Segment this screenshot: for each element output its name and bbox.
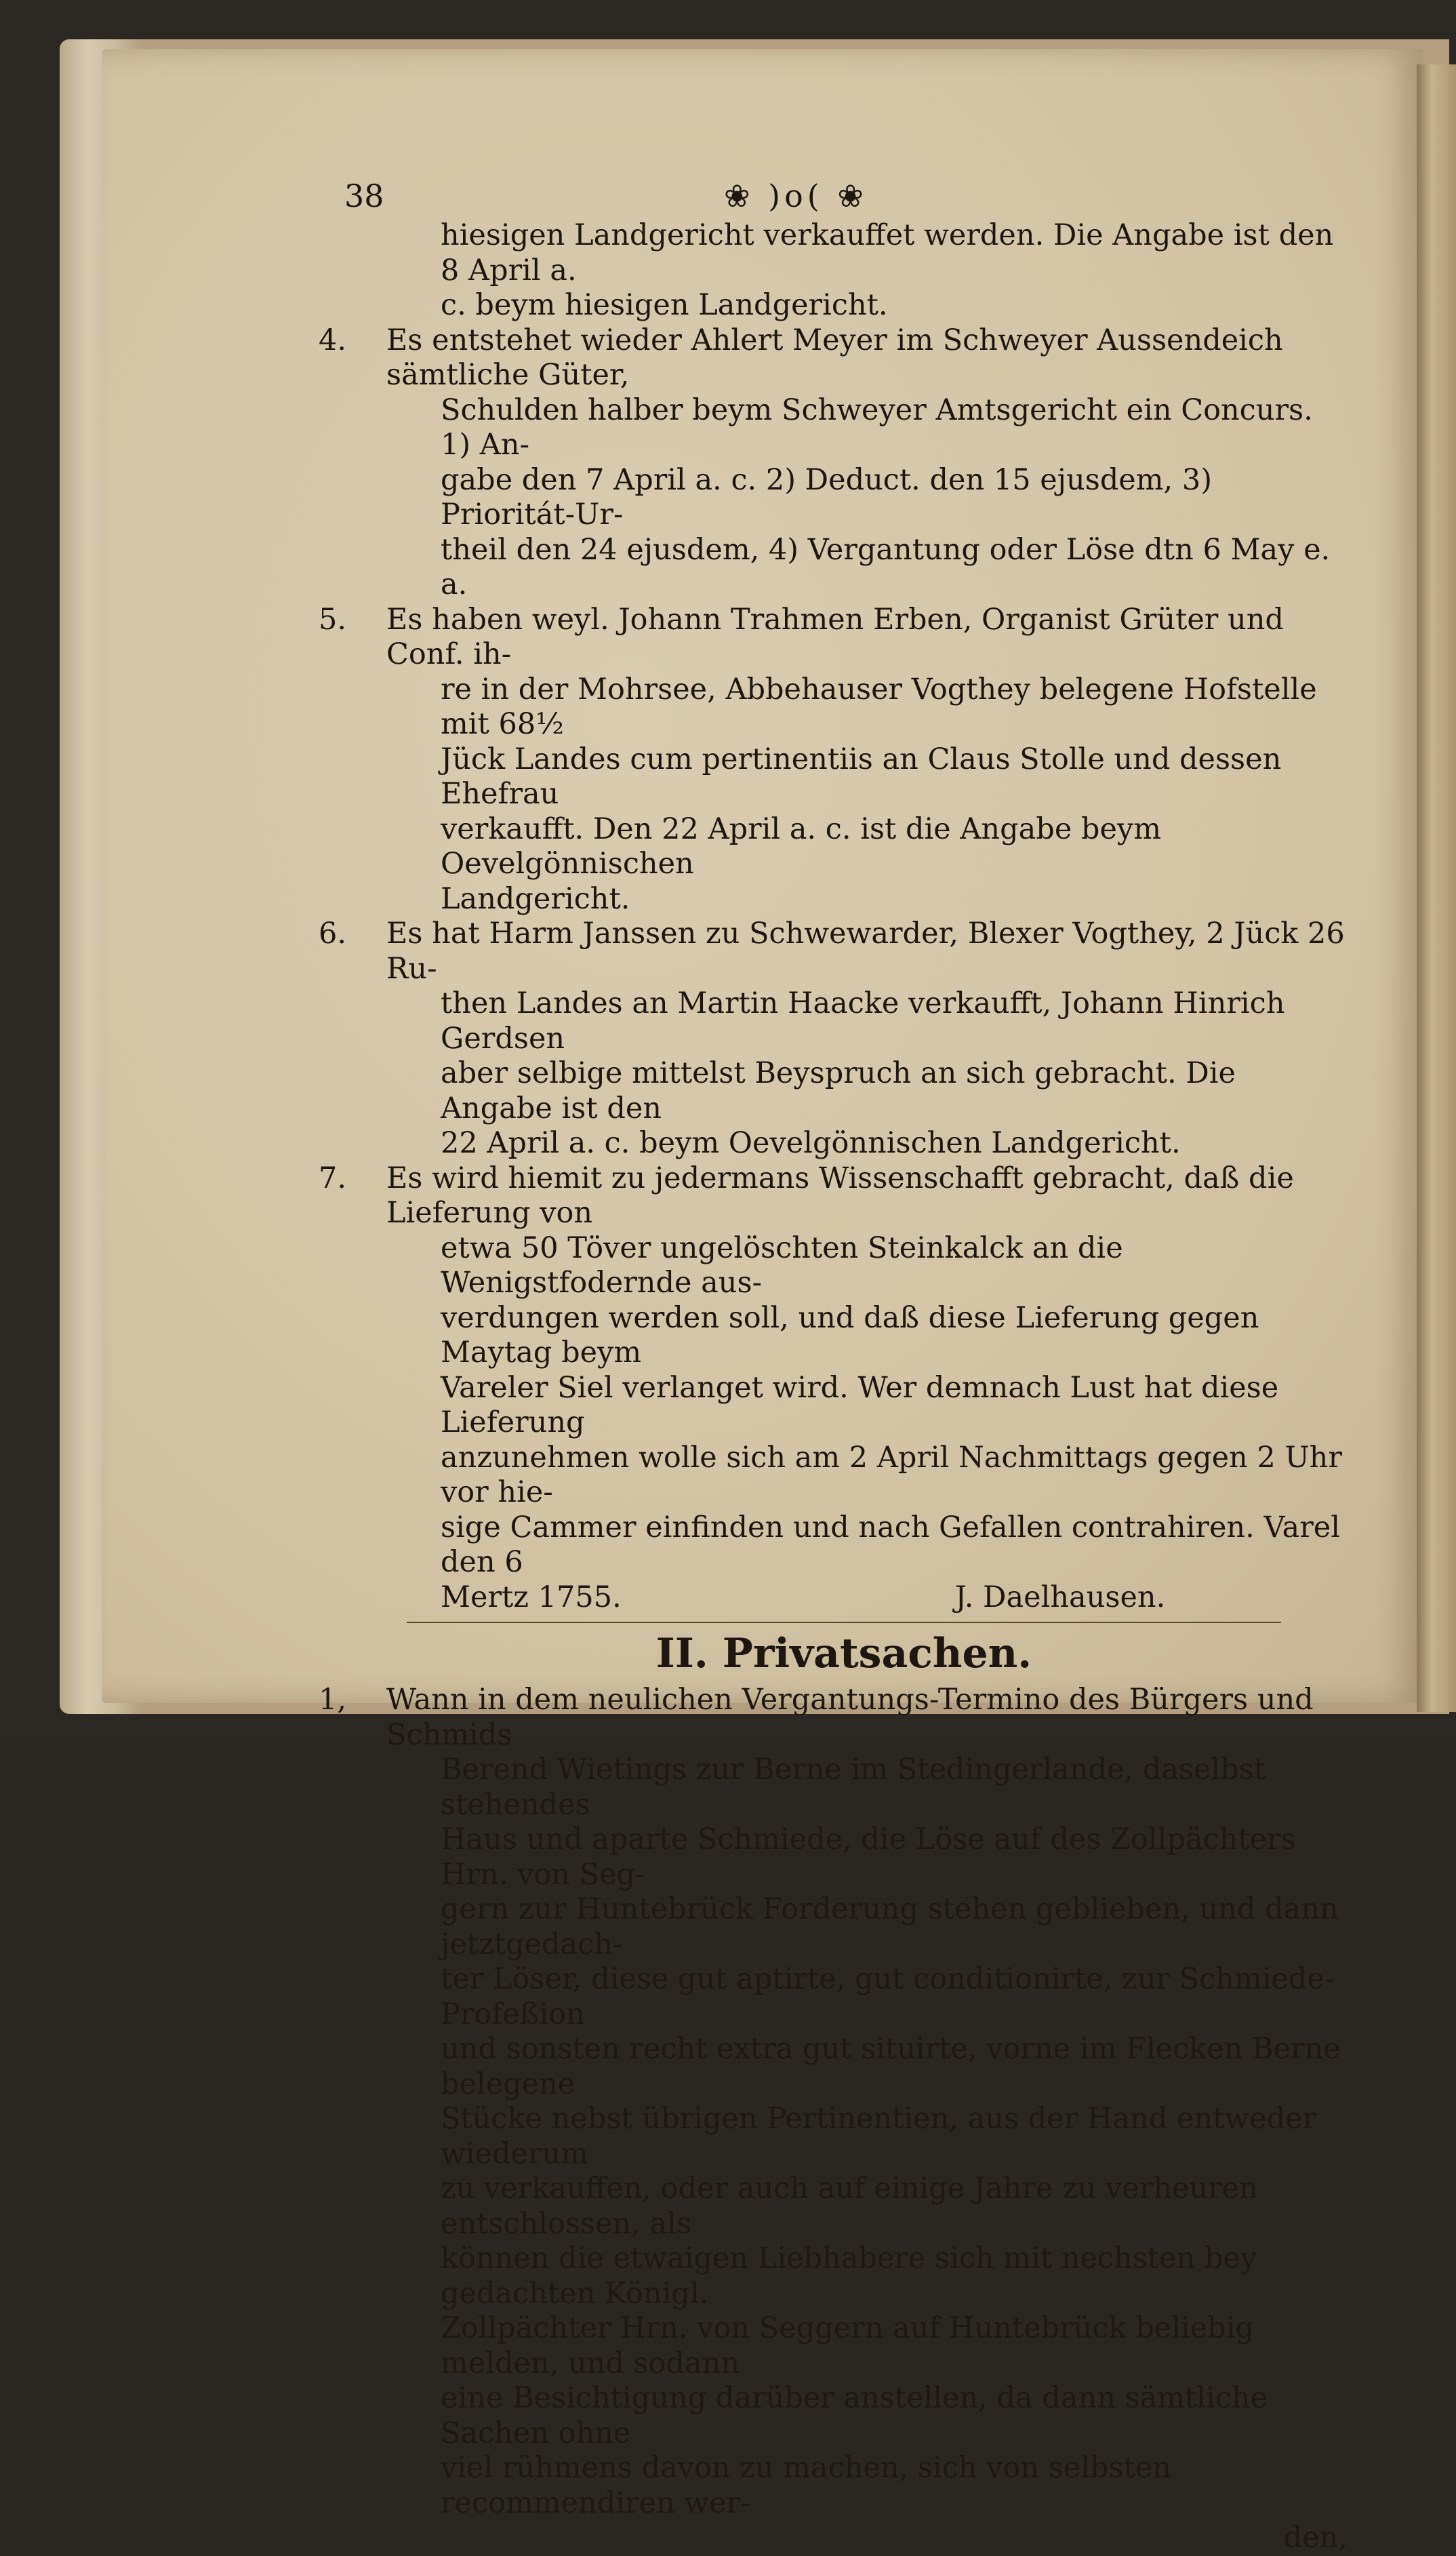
continued-entry — [339, 218, 1349, 323]
entry-5 — [319, 602, 1349, 917]
text-line: Schulden halber beym Schweyer Amtsgericht ein Concurs. 1) An- — [441, 393, 1313, 462]
entry-number: 4. — [319, 323, 347, 357]
text-line: Haus und aparte Schmiede, die Löse auf des Zollpächters Hrn. von Seg- — [441, 1822, 1296, 1892]
entry-number: 6. — [319, 917, 347, 951]
text-line: aber selbige mittelst Beyspruch an sich gebracht. Die Angabe ist den — [441, 1056, 1236, 1125]
text-line: anzunehmen wolle sich am 2 April Nachmittags gegen 2 Uhr vor hie- — [441, 1440, 1342, 1509]
text-line: Mertz 1755. J. Daelhausen. — [441, 1580, 1166, 1614]
text-line: Landgericht. — [441, 881, 630, 916]
entry-6 — [319, 917, 1349, 1161]
entry-number: 7. — [319, 1161, 347, 1195]
entry-number: 1, — [319, 1683, 347, 1717]
page-header — [344, 178, 1348, 218]
entry-4 — [319, 323, 1349, 603]
section-title: II. Privatsachen. — [655, 1630, 1032, 1677]
text-line: Stücke nebst übrigen Pertinentien, aus der Hand entweder wiederum — [441, 2102, 1317, 2171]
text-line: verdungen werden soll, und daß diese Lieferung gegen Maytag beym — [441, 1300, 1259, 1370]
text-line: Jück Landes cum pertinentiis an Claus Stolle und dessen Ehefrau — [441, 742, 1282, 811]
text-line: Vareler Siel verlanget wird. Wer demnach Lust hat diese Lieferung — [441, 1370, 1279, 1439]
text-line: Es entstehet wieder Ahlert Meyer im Schweyer Aussendeich sämtliche Güter, — [386, 323, 1283, 392]
text-line: gabe den 7 April a. c. 2) Deduct. den 15 ejusdem, 3) Prioritát-Ur- — [441, 462, 1212, 532]
text-line: re in der Mohrsee, Abbehauser Vogthey belegene Hofstelle mit 68½ — [441, 672, 1317, 741]
facing-page-edge — [1417, 64, 1456, 1712]
header-ornament: ❀ )o( ❀ — [724, 178, 868, 214]
section-divider — [407, 1622, 1281, 1623]
text-line: Wann in dem neulichen Vergantungs-Termino des Bürgers und Schmids — [386, 1683, 1314, 1752]
text-line: zu verkauffen, oder auch auf einige Jahre zu verheuren entschlossen, als — [441, 2172, 1258, 2241]
text-line: Berend Wietings zur Berne im Stedingerlande, daselbst stehendes — [441, 1753, 1266, 1822]
text-line: etwa 50 Töver ungelöschten Steinkalck an die Wenigstfodernde aus- — [441, 1231, 1123, 1300]
text-line: und sonsten recht extra gut situirte, vorne im Flecken Berne belegene — [441, 2032, 1341, 2101]
text-line: eine Besichtigung darüber anstellen, da dann sämtliche Sachen ohne — [441, 2381, 1268, 2450]
entry-number: 5. — [319, 602, 347, 637]
text-line: Es haben weyl. Johann Trahmen Erben, Organist Grüter und Conf. ih- — [386, 602, 1284, 671]
catchword: den, — [1283, 2521, 1348, 2555]
text-line: ter Löser, diese gut aptirte, gut conditionirte, zur Schmiede-Profeßion — [441, 1962, 1335, 2031]
entry-7 — [319, 1161, 1349, 1616]
text-line: viel rühmens davon zu machen, sich von selbsten recommendiren wer- — [441, 2451, 1171, 2520]
page-number: 38 — [344, 178, 384, 214]
text-line: hiesigen Landgericht verkauffet werden. Die Angabe ist den 8 April a. — [441, 218, 1334, 287]
text-line: gern zur Huntebrück Forderung stehen geblieben, und dann jetztgedach- — [441, 1892, 1339, 1961]
text-line: 22 April a. c. beym Oevelgönnischen Landgericht. — [441, 1126, 1181, 1160]
text-line: Es wird hiemit zu jedermans Wissenschafft gebracht, daß die Lieferung von — [386, 1161, 1294, 1230]
page-text — [319, 218, 1349, 2556]
text-line: theil den 24 ejusdem, 4) Vergantung oder Löse dtn 6 May e. a. — [441, 532, 1331, 601]
text-line: verkaufft. Den 22 April a. c. ist die Angabe beym Oevelgönnischen — [441, 812, 1161, 881]
text-line: können die etwaigen Liebhabere sich mit nechsten bey gedachten Königl. — [441, 2241, 1257, 2311]
text-line: c. beym hiesigen Landgericht. — [441, 288, 888, 322]
text-line: sige Cammer einfinden und nach Gefallen contrahiren. Varel den 6 — [441, 1510, 1340, 1579]
private-entry-1 — [319, 1683, 1349, 2521]
text-line: Es hat Harm Janssen zu Schwewarder, Blexer Vogthey, 2 Jück 26 Ru- — [386, 917, 1345, 986]
text-line: then Landes an Martin Haacke verkaufft, Johann Hinrich Gerdsen — [441, 986, 1285, 1056]
text-line: Zollpächter Hrn. von Seggern auf Huntebrück beliebig melden, und sodann — [441, 2311, 1254, 2380]
